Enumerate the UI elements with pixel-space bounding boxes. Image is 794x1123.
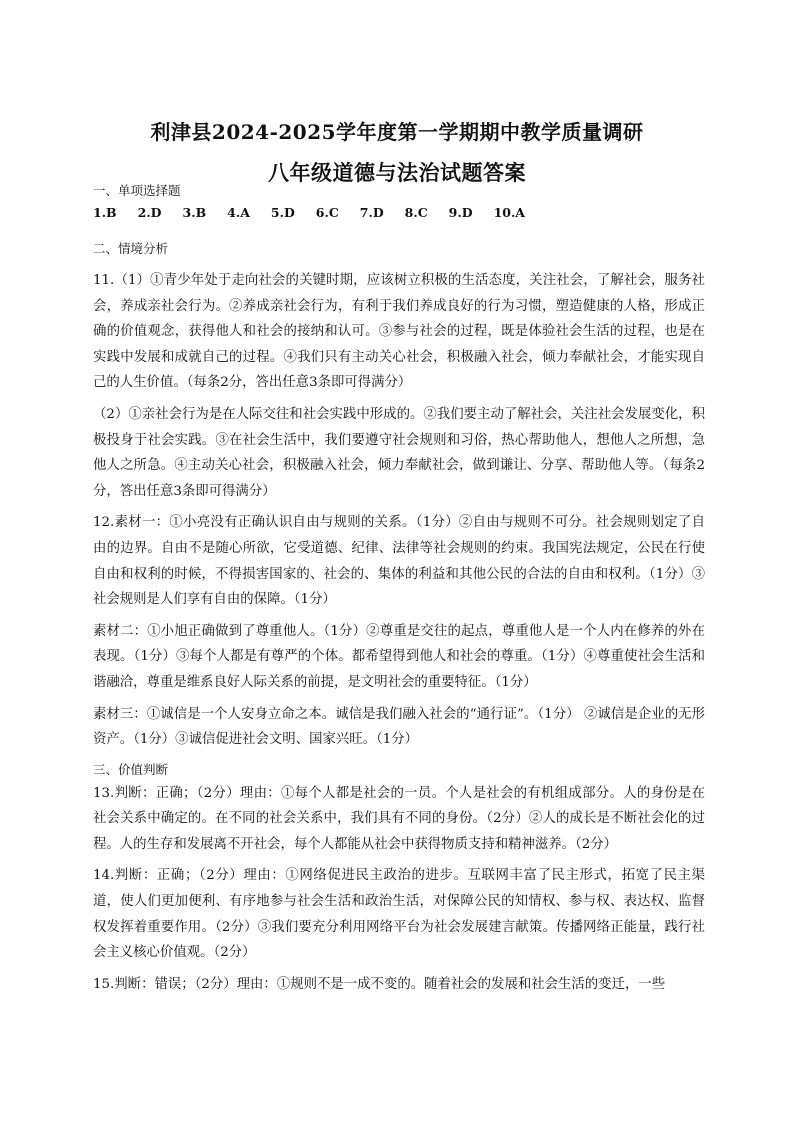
section-heading-multiple-choice: 一、单项选择题 bbox=[93, 183, 181, 198]
answer-paragraph-q11-part1: 11.（1）①青少年处于走向社会的关键时期，应该树立积极的生活态度，关注社会，了解社会，服务社会，养成亲社会行为。②养成亲社会行为，有利于我们养成良好的行为习惯，塑造健康的人格，形成正确的价值观念，获得他人和社会的接纳和认可。③参与社会的过程，既是体验社会生活的过程，也是在实践中发展和成就自己的过程。④我们只有主动关心社会，积极融入社会，倾力奉献社会，才能实现自己的人生价值。（每条2分，答出任意3条即可得满分） bbox=[93, 273, 705, 391]
answer-body bbox=[93, 180, 705, 1003]
answer-paragraph-q13: 13.判断：正确；（2分）理由：①每个人都是社会的一员。个人是社会的有机组成部分。人的身份是在社会关系中确定的。在不同的社会关系中，我们具有不同的身份。（2分）②人的成长是不断社会化的过程。人的生存和发展离不开社会，每个人都能从社会中获得物质支持和精神滋养。（2分） bbox=[93, 785, 705, 852]
answer-paragraph-q11-part2: （2）①亲社会行为是在人际交往和社会实践中形成的。②我们要主动了解社会，关注社会发展变化，积极投身于社会实践。③在社会生活中，我们要遵守社会规则和习俗，热心帮助他人，想他人之所想，急他人之所急。④主动关心社会，积极融入社会，倾力奉献社会，做到谦让、分享、帮助他人等。（每条2分，答出任意3条即可得满分） bbox=[93, 406, 705, 499]
answer-paragraph-q12-material1: 12.素材一：①小亮没有正确认识自由与规则的关系。（1分）②自由与规则不可分。社会规则划定了自由的边界。自由不是随心所欲，它受道德、纪律、法律等社会规则的约束。我国宪法规定，公民在行使自由和权利的时候，不得损害国家的、社会的、集体的利益和其他公民的合法的自由和权利。（1分）③社会规则是人们享有自由的保障。（1分） bbox=[93, 515, 705, 608]
choice-answer: 6.C bbox=[315, 205, 339, 220]
choice-answer: 1.B bbox=[93, 205, 117, 220]
choice-answer: 8.C bbox=[404, 205, 428, 220]
section-heading-scenario-analysis: 二、情境分析 bbox=[93, 241, 169, 256]
answer-paragraph-q12-material2: 素材二：①小旭正确做到了尊重他人。（1分）②尊重是交往的起点，尊重他人是一个人内在修养的外在表现。（1分）③每个人都是有尊严的个体。都希望得到他人和社会的尊重。（1分）④尊重使社会生活和谐融洽，尊重是维系良好人际关系的前提，是文明社会的重要特征。（1分） bbox=[93, 623, 705, 690]
section-heading-value-judgment: 三、价值判断 bbox=[93, 761, 169, 777]
choice-answer: 3.B bbox=[182, 205, 207, 220]
choice-answer: 9.D bbox=[448, 205, 473, 220]
choice-answer: 4.A bbox=[227, 205, 250, 220]
choice-answers-row bbox=[93, 202, 705, 224]
document-subtitle: 八年级道德与法治试题答案 bbox=[268, 160, 526, 185]
choice-answer: 5.D bbox=[270, 205, 295, 220]
answer-paragraph-q15: 15.判断：错误；（2分）理由：①规则不是一成不变的。随着社会的发展和社会生活的变迁，一些 bbox=[93, 976, 666, 992]
answer-paragraph-q12-material3: 素材三：①诚信是一个人安身立命之本。诚信是我们融入社会的“通行证”。（1分） ②诚信是企业的无形资产。（1分）③诚信促进社会文明、国家兴旺。（1分） bbox=[93, 706, 705, 748]
choice-answer: 7.D bbox=[359, 205, 384, 220]
choice-answer: 2.D bbox=[137, 205, 162, 220]
choice-answer: 10.A bbox=[493, 205, 526, 220]
document-title: 利津县2024-2025学年度第一学期期中教学质量调研 bbox=[150, 120, 644, 144]
answer-paragraph-q14: 14.判断：正确；（2分）理由：①网络促进民主政治的进步。互联网丰富了民主形式，拓宽了民主渠道，使人们更加便利、有序地参与社会生活和政治生活，对保障公民的知情权、参与权、表达权、监督权发挥着重要作用。（2分）③我们要充分利用网络平台为社会发展建言献策。传播网络正能量，践行社会主义核心价值观。（2分） bbox=[93, 868, 705, 961]
